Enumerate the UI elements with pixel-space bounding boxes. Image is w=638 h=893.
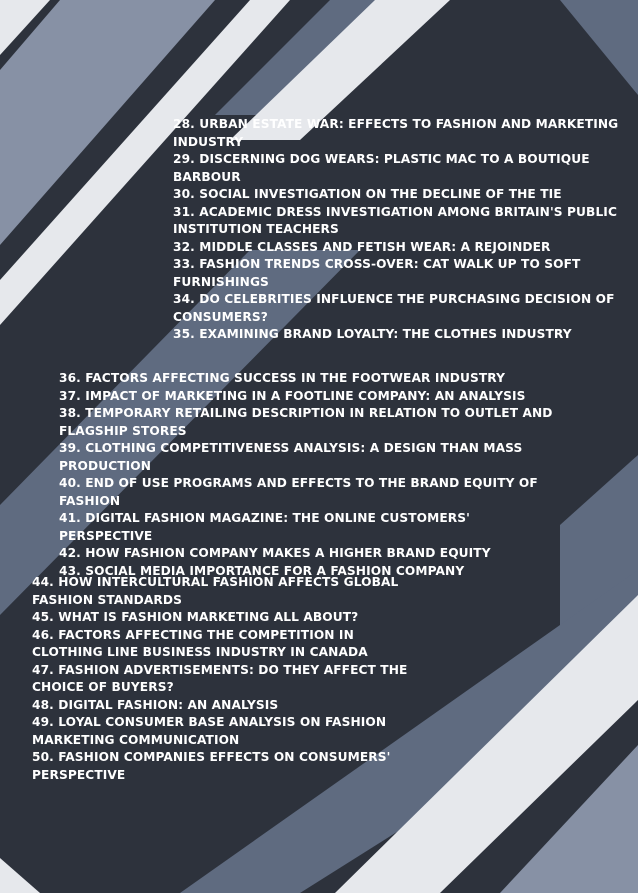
list-item: 33. FASHION TRENDS CROSS-OVER: CAT WALK UP TO SOFT FURNISHINGS <box>173 257 581 289</box>
list-item: 48. DIGITAL FASHION: AN ANALYSIS <box>32 697 279 712</box>
stripe-top-right-corner <box>560 0 638 95</box>
stripe-bottom-left-light <box>0 858 40 893</box>
list-item: 41. DIGITAL FASHION MAGAZINE: THE ONLINE CUSTOMERS' PERSPECTIVE <box>59 511 470 543</box>
list-item: 29. DISCERNING DOG WEARS: PLASTIC MAC TO A BOUTIQUE BARBOUR <box>173 152 590 184</box>
list-item: 49. LOYAL CONSUMER BASE ANALYSIS ON FASHION MARKETING COMMUNICATION <box>32 715 387 747</box>
list-item: 50. FASHION COMPANIES EFFECTS ON CONSUMERS' PERSPECTIVE <box>32 750 391 782</box>
list-item: 44. HOW INTERCULTURAL FASHION AFFECTS GLOBAL FASHION STANDARDS <box>32 575 399 607</box>
list-item: 40. END OF USE PROGRAMS AND EFFECTS TO THE BRAND EQUITY OF FASHION <box>59 476 538 508</box>
list-item: 28. URBAN ESTATE WAR: EFFECTS TO FASHION AND MARKETING INDUSTRY <box>173 117 619 149</box>
list-item: 45. WHAT IS FASHION MARKETING ALL ABOUT? <box>32 610 359 624</box>
list-item: 43. SOCIAL MEDIA IMPORTANCE FOR A FASHION COMPANY <box>59 563 465 578</box>
topic-list-44-50 <box>32 574 422 784</box>
list-item: 35. EXAMINING BRAND LOYALTY: THE CLOTHES INDUSTRY <box>173 327 572 341</box>
list-item: 38. TEMPORARY RETAILING DESCRIPTION IN RELATION TO OUTLET AND FLAGSHIP STORES <box>59 406 553 438</box>
list-item: 30. SOCIAL INVESTIGATION ON THE DECLINE OF THE TIE <box>173 187 562 201</box>
list-item: 37. IMPACT OF MARKETING IN A FOOTLINE COMPANY: AN ANALYSIS <box>59 388 526 403</box>
list-item: 36. FACTORS AFFECTING SUCCESS IN THE FOOTWEAR INDUSTRY <box>59 371 506 385</box>
list-item: 32. MIDDLE CLASSES AND FETISH WEAR: A REJOINDER <box>173 239 551 254</box>
topic-list-28-35 <box>173 116 638 344</box>
list-item: 42. HOW FASHION COMPANY MAKES A HIGHER BRAND EQUITY <box>59 546 491 560</box>
list-item: 34. DO CELEBRITIES INFLUENCE THE PURCHASING DECISION OF CONSUMERS? <box>173 292 615 324</box>
list-item: 31. ACADEMIC DRESS INVESTIGATION AMONG BRITAIN'S PUBLIC INSTITUTION TEACHERS <box>173 204 617 236</box>
list-item: 47. FASHION ADVERTISEMENTS: DO THEY AFFECT THE CHOICE OF BUYERS? <box>32 662 408 694</box>
list-item: 39. CLOTHING COMPETITIVENESS ANALYSIS: A DESIGN THAN MASS PRODUCTION <box>59 441 523 473</box>
list-item: 46. FACTORS AFFECTING THE COMPETITION IN CLOTHING LINE BUSINESS INDUSTRY IN CANADA <box>32 627 368 659</box>
topic-list-36-43 <box>59 370 559 580</box>
